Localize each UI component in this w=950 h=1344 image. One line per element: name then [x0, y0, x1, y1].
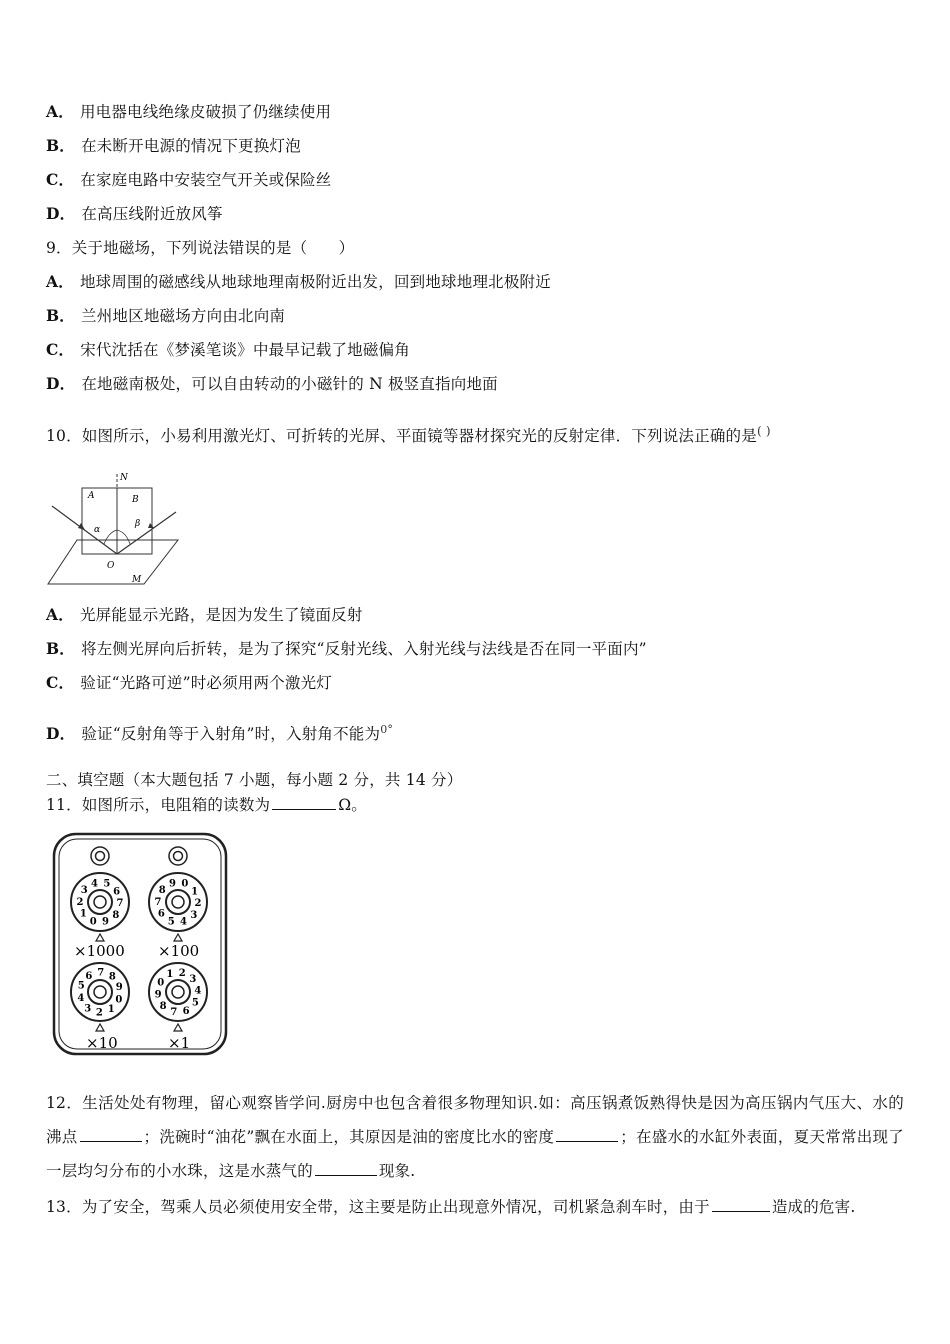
q12-blank-2[interactable]: [556, 1127, 618, 1142]
dial-1-pointer-icon: [174, 1024, 182, 1031]
incident-arrow: [78, 523, 85, 530]
q8-option-a-text: 用电器电线绝缘皮破损了仍继续使用: [79, 103, 332, 121]
q12-part1: 12．生活处处有物理，留心观察皆学问.厨房中也包含着很多物理知识.如：高压锅煮饭熟得快是因为高压锅内气压大、水的沸点: [46, 1094, 904, 1146]
dial-100-digit: 3: [190, 909, 198, 921]
q8-option-d-text: 在高压线附近放风筝: [81, 205, 223, 223]
q12-part3: ；在盛水的水缸外表面，夏天常常出现了一层均匀分布的小水珠，这是水蒸气的: [46, 1128, 904, 1180]
q8-option-d: [46, 204, 223, 224]
dial-1000-digit: 6: [113, 886, 121, 898]
q9-option-c-text: 宋代沈括在《梦溪笔谈》中最早记载了地磁偏角: [80, 341, 410, 359]
q13-part2: 造成的危害.: [771, 1198, 856, 1216]
q8-option-c-letter: C．: [46, 170, 75, 189]
dial-10-digit: 6: [85, 970, 93, 982]
dial-10-center: [94, 986, 106, 998]
dial-1-digit: 3: [189, 974, 197, 986]
label-alpha: α: [94, 525, 101, 535]
dial-1000-digit: 8: [112, 909, 120, 921]
multiplier-100-label: ×100: [158, 942, 200, 960]
dial-10-digit: 0: [115, 994, 123, 1006]
dial-10-pointer-icon: [96, 1024, 104, 1031]
q9-option-b: [46, 306, 285, 326]
dial-100-digit: 4: [180, 916, 187, 928]
q10-option-b: [46, 639, 647, 659]
q8-option-a-letter: A．: [46, 102, 74, 121]
terminal-left-icon: [91, 847, 109, 865]
q8-option-b: [46, 136, 301, 156]
q10-option-a: [46, 605, 363, 625]
dial-100-digit: 7: [154, 896, 162, 908]
dial-1-digit: 2: [178, 967, 186, 979]
q9-stem: 9．关于地磁场，下列说法错误的是（ ）: [46, 239, 355, 257]
label-a: A: [88, 491, 95, 501]
dial-100-digit: 0: [181, 878, 189, 890]
dial-1-digit: 0: [157, 977, 165, 989]
q11-stem: [46, 795, 367, 815]
dial-10-digit: 3: [84, 1003, 92, 1015]
dial-1000-digit: 5: [103, 878, 111, 890]
q9-option-d: [46, 374, 498, 394]
dial-1-digit: 7: [170, 1007, 178, 1019]
q10-option-c-text: 验证“光路可逆”时必须用两个激光灯: [80, 674, 332, 692]
dial-100-pointer-icon: [174, 934, 182, 941]
q12-paragraph: [46, 1086, 904, 1188]
dial-1-knob: [166, 980, 190, 1004]
dial-1000-digit: 4: [91, 878, 98, 890]
q8-option-d-letter: D．: [46, 204, 76, 223]
q12-blank-3[interactable]: [315, 1161, 377, 1176]
dial-100-knob: [166, 890, 190, 914]
q9-option-a: [46, 272, 551, 292]
dial-10-digit: 2: [95, 1007, 103, 1019]
label-beta: β: [135, 519, 141, 529]
multiplier-1000-label: ×1000: [74, 942, 125, 960]
multiplier-10-label: ×10: [86, 1034, 118, 1052]
dial-1-digit: 6: [182, 1005, 190, 1017]
terminal-right-core: [174, 852, 183, 861]
dial-1-digit: 4: [194, 985, 202, 997]
dial-1000-center: [94, 896, 106, 908]
q10-paren: ( ): [756, 424, 771, 438]
q10-stem: [46, 421, 771, 446]
dial-1000-digit: 0: [89, 916, 97, 928]
dial-1-center: [172, 986, 184, 998]
dial-1-digit: 8: [159, 1000, 167, 1012]
dial-1000-digit: 2: [76, 896, 84, 908]
q10-option-b-text: 将左侧光屏向后折转，是为了探究“反射光线、入射光线与法线是否在同一平面内”: [81, 640, 647, 658]
q8-option-c: [46, 170, 331, 190]
dial-100-digit: 8: [158, 885, 166, 897]
q11-answer-blank[interactable]: [272, 795, 336, 810]
dial-100-digit: 1: [191, 886, 199, 898]
dial-1000-digit: 7: [116, 898, 124, 910]
dial-10-digit: 8: [108, 971, 116, 983]
q11-resistance-box-figure: [52, 832, 230, 1058]
q9-option-c: [46, 340, 410, 360]
q12-part4: 现象.: [378, 1162, 416, 1180]
q9-option-b-letter: B．: [46, 306, 76, 325]
dial-100-digit: 6: [157, 908, 165, 920]
q13-part1: 13．为了安全，驾乘人员必须使用安全带，这主要是防止出现意外情况，司机紧急刹车时，由于: [46, 1198, 710, 1216]
label-n: N: [120, 473, 128, 483]
multiplier-1-label: ×1: [168, 1034, 191, 1052]
angle-beta-arc: [117, 530, 130, 544]
dial-1: [149, 963, 207, 1031]
q10-stem-text: 10．如图所示，小易利用激光灯、可折转的光屏、平面镜等器材探究光的反射定律．下列说法正确的是: [46, 427, 757, 446]
q10-option-a-text: 光屏能显示光路，是因为发生了镜面反射: [79, 606, 363, 624]
label-m: M: [132, 575, 142, 585]
q12-blank-1[interactable]: [80, 1127, 142, 1142]
dial-1000-knob: [88, 890, 112, 914]
q10-option-d: [46, 720, 393, 744]
label-b: B: [132, 495, 139, 505]
reflected-arrow: [148, 523, 154, 528]
dial-1000-digit: 1: [79, 908, 87, 920]
q10-reflection-figure: [44, 462, 184, 590]
dial-1-digit: 5: [191, 997, 199, 1009]
terminal-left-core: [96, 852, 105, 861]
q8-option-b-text: 在未断开电源的情况下更换灯泡: [81, 137, 301, 155]
dial-100-digit: 9: [169, 878, 176, 890]
incident-ray: [52, 506, 117, 554]
dial-10-digit: 9: [115, 982, 123, 993]
q9-option-c-letter: C．: [46, 340, 75, 359]
label-o: O: [107, 561, 115, 571]
q8-option-b-letter: B．: [46, 136, 76, 155]
q8-option-a: [46, 102, 331, 122]
dial-100-digit: 5: [167, 916, 175, 928]
dial-100-digit: 2: [194, 898, 202, 910]
q9-option-a-text: 地球周围的磁感线从地球地理南极附近出发，回到地球地理北极附近: [79, 273, 551, 291]
q9-option-d-text: 在地磁南极处，可以自由转动的小磁针的 N 极竖直指向地面: [81, 375, 498, 393]
dial-10-digit: 4: [77, 993, 85, 1004]
q9-option-d-letter: D．: [46, 374, 76, 393]
dial-10: [71, 963, 129, 1031]
dial-1000-pointer-icon: [96, 934, 104, 941]
dial-10-knob: [88, 980, 112, 1004]
q8-option-c-text: 在家庭电路中安装空气开关或保险丝: [80, 171, 332, 189]
q13-blank[interactable]: [712, 1197, 770, 1212]
section-2-title: 二、填空题（本大题包括 7 小题，每小题 2 分，共 14 分）: [46, 771, 463, 789]
dial-1000-digit: 3: [80, 885, 88, 897]
terminal-right-icon: [169, 847, 187, 865]
dial-10-digit: 5: [77, 980, 85, 992]
reflected-ray: [117, 512, 176, 554]
dial-1000-digit: 9: [102, 916, 109, 928]
q10-option-c: [46, 673, 332, 693]
q10-option-a-letter: A．: [46, 605, 74, 624]
q9-option-a-letter: A．: [46, 272, 74, 291]
q11-stem-before: 11．如图所示，电阻箱的读数为: [46, 796, 271, 814]
q10-option-d-degree: 0°: [380, 723, 394, 736]
dial-10-digit: 7: [97, 967, 105, 979]
dial-10-digit: 1: [107, 1004, 115, 1016]
dial-100: [149, 873, 207, 941]
angle-alpha-arc: [104, 530, 117, 544]
q10-option-d-letter: D．: [46, 724, 76, 744]
dial-1-digit: 1: [166, 969, 174, 981]
dial-100-center: [172, 896, 184, 908]
dial-1-digit: 9: [154, 989, 162, 1001]
q10-option-b-letter: B．: [46, 639, 76, 658]
q13-stem: [46, 1197, 855, 1217]
q9-option-b-text: 兰州地区地磁场方向由北向南: [81, 307, 286, 325]
q10-option-d-text: 验证“反射角等于入射角”时，入射角不能为: [81, 725, 381, 744]
q10-option-c-letter: C．: [46, 673, 75, 692]
q11-stem-after: Ω。: [338, 796, 367, 814]
q12-part2: ；洗碗时“油花”飘在水面上，其原因是油的密度比水的密度: [143, 1128, 555, 1146]
dial-1000: [71, 873, 129, 941]
